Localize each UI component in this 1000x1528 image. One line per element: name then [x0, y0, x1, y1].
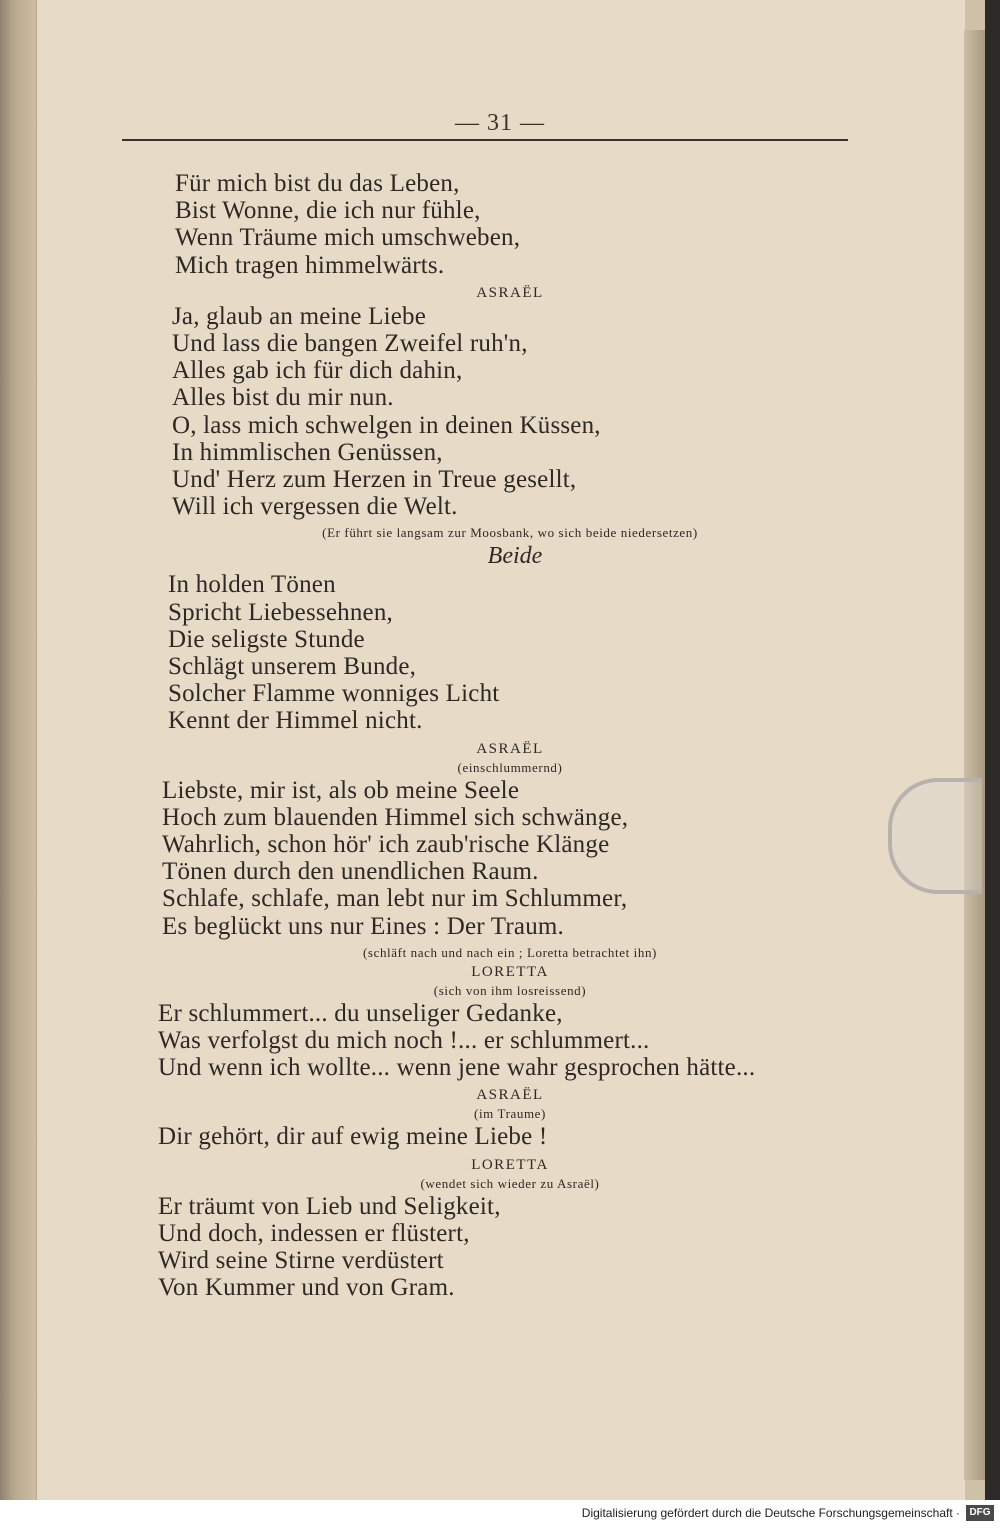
verse-line: Mich tragen himmelwärts. [175, 251, 445, 279]
verse-line: O, lass mich schwelgen in deinen Küssen, [172, 411, 601, 439]
dfg-logo-icon: DFG [966, 1505, 994, 1521]
stage-direction: (sich von ihm losreissend) [433, 982, 587, 998]
stage-direction: (Er führt sie langsam zur Moosbank, wo sich beide niedersetzen) [322, 525, 698, 541]
speaker-name: ASRAËL [476, 284, 544, 301]
verse-line: Und lass die bangen Zweifel ruh'n, [172, 330, 528, 358]
verse-line: Wird seine Stirne verdüstert [158, 1247, 444, 1275]
verse-line: Will ich vergessen die Welt. [172, 493, 458, 521]
speaker-name: LORETTA [471, 963, 549, 980]
verse-line: Die seligste Stunde [168, 625, 365, 653]
stage-direction: (einschlummernd) [457, 759, 563, 775]
verse-line: Für mich bist du das Leben, [175, 170, 460, 197]
verse-line: Und wenn ich wollte... wenn jene wahr gesprochen hätte... [158, 1054, 756, 1082]
verse-line: Schlafe, schlafe, man lebt nur im Schlummer, [162, 885, 628, 913]
speaker-name: ASRAËL [476, 740, 544, 757]
footer-bar [0, 1500, 1000, 1528]
verse-line: Kennt der Himmel nicht. [168, 707, 423, 735]
verse-line: Schlägt unserem Bunde, [168, 653, 417, 681]
stage-direction: (wendet sich wieder zu Asraël) [420, 1175, 600, 1191]
verse-line: Alles gab ich für dich dahin, [172, 357, 463, 385]
text-body [0, 170, 1000, 1302]
page-number: — 31 — [455, 110, 545, 136]
verse-line: Er schlummert... du unseliger Gedanke, [158, 999, 563, 1027]
verse-line: Er träumt von Lieb und Seligkeit, [158, 1192, 501, 1220]
stage-direction: (schläft nach und nach ein ; Loretta betrachtet ihn) [363, 944, 657, 960]
stage-direction: (im Traume) [474, 1106, 546, 1122]
verse-line: Wenn Träume mich umschweben, [175, 224, 521, 252]
verse-line: In himmlischen Genüssen, [172, 438, 443, 466]
speaker-name: Beide [487, 543, 543, 570]
verse-line: Und doch, indessen er flüstert, [158, 1219, 470, 1247]
verse-line: Spricht Liebessehnen, [168, 598, 393, 626]
verse-line: Es beglückt uns nur Eines : Der Traum. [162, 912, 565, 940]
speaker-name: LORETTA [471, 1156, 549, 1173]
verse-line: Tönen durch den unendlichen Raum. [162, 858, 539, 886]
verse-line: Hoch zum blauenden Himmel sich schwänge, [162, 803, 629, 831]
verse-line: Was verfolgst du mich noch !... er schlummert... [158, 1027, 650, 1055]
header-rule [122, 139, 848, 141]
verse-line: Bist Wonne, die ich nur fühle, [175, 197, 481, 225]
verse-line: Wahrlich, schon hör' ich zaub'rische Klänge [162, 831, 610, 859]
verse-line: Ja, glaub an meine Liebe [172, 302, 427, 330]
funding-note: Digitalisierung gefördert durch die Deutsche Forschungsgemeinschaft · [581, 1506, 960, 1520]
verse-line: Solcher Flamme wonniges Licht [168, 680, 500, 708]
verse-line: In holden Tönen [168, 571, 336, 599]
verse-line: Von Kummer und von Gram. [158, 1274, 455, 1302]
speaker-name: ASRAËL [476, 1087, 544, 1104]
verse-line: Und' Herz zum Herzen in Treue gesellt, [172, 466, 577, 494]
verse-line: Liebste, mir ist, als ob meine Seele [162, 776, 520, 804]
verse-line: Alles bist du mir nun. [172, 384, 394, 412]
verse-line: Dir gehört, dir auf ewig meine Liebe ! [158, 1123, 548, 1151]
